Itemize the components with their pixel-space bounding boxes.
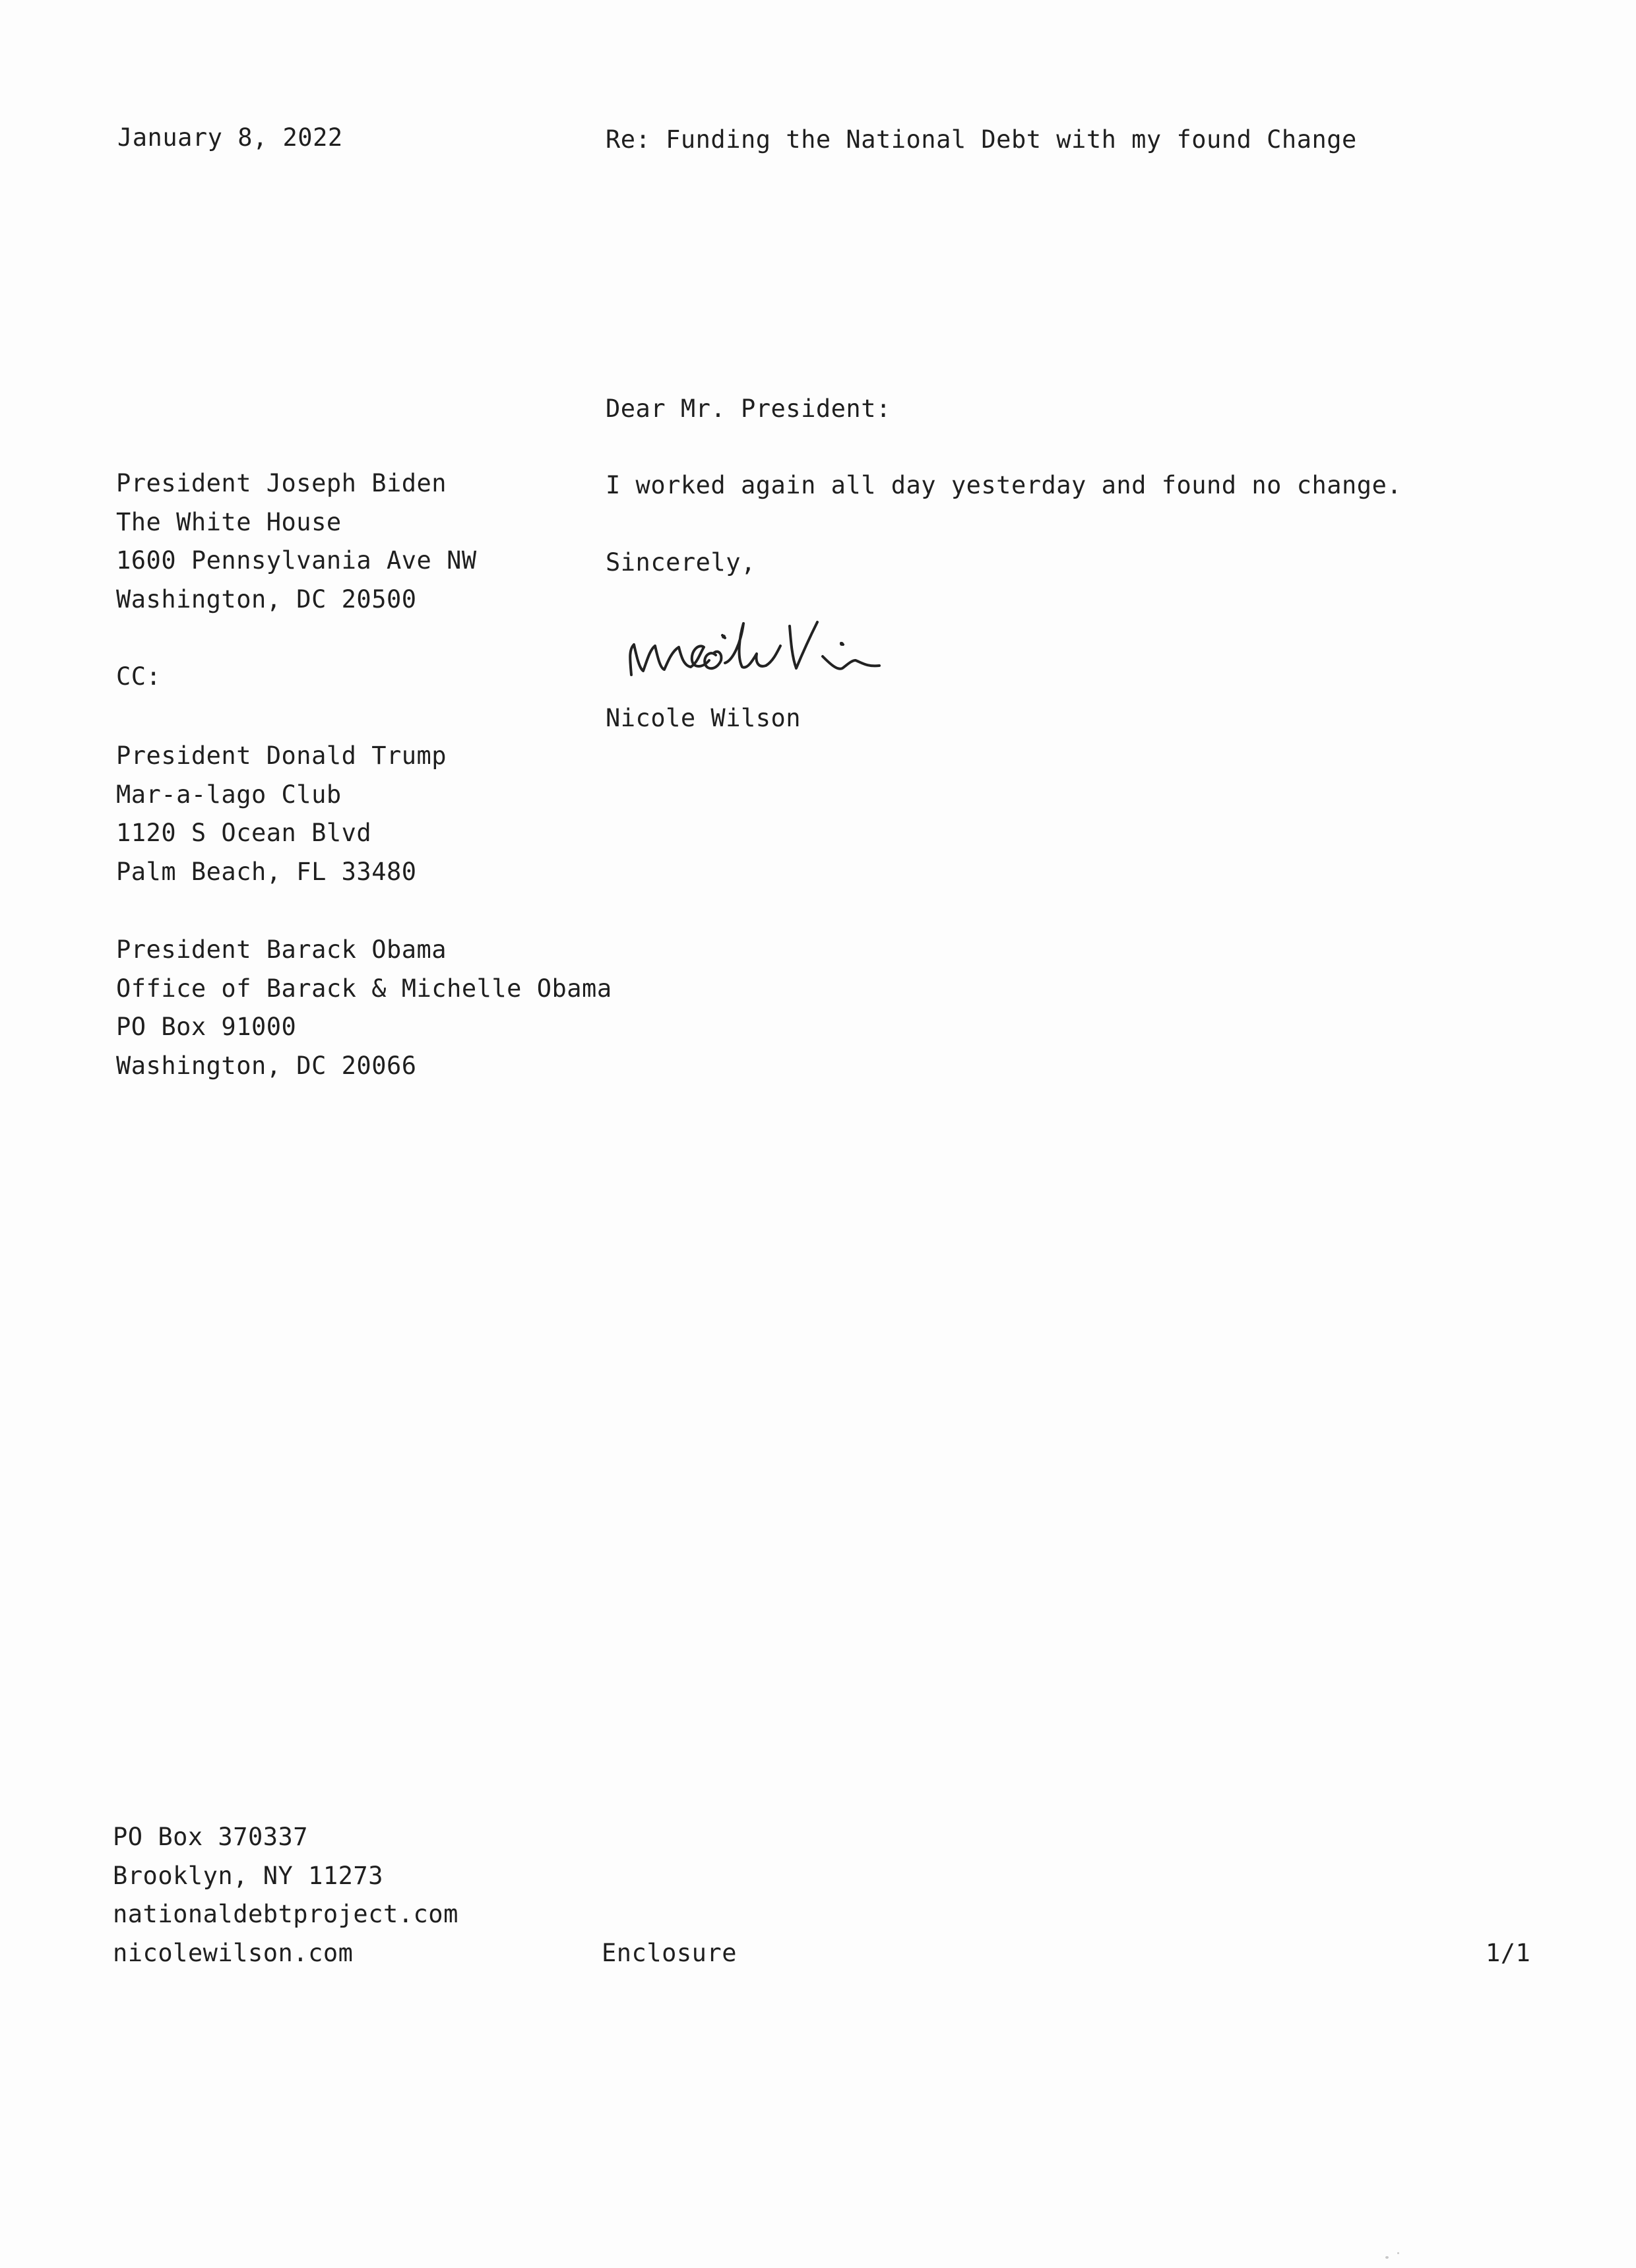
handwritten-signature [617, 597, 973, 696]
letter-subject: Re: Funding the National Debt with my found Change [606, 125, 1357, 154]
cc-address [116, 737, 447, 891]
cc-address-line: 1120 S Ocean Blvd [116, 819, 372, 847]
recipient-address-line: 1600 Pennsylvania Ave NW [116, 546, 477, 575]
cc-address-line: Mar-a-lago Club [116, 780, 342, 809]
cc-address-line: PO Box 91000 [116, 1013, 297, 1041]
cc-address-line: President Donald Trump [116, 741, 447, 770]
cc-address-line: Office of Barack & Michelle Obama [116, 974, 612, 1003]
page-number: 1/1 [1486, 1939, 1531, 1967]
sender-contact [113, 1818, 458, 1972]
recipient-address [116, 464, 477, 619]
scan-speck [1385, 2256, 1389, 2259]
recipient-address-line: President Joseph Biden [116, 469, 447, 497]
enclosure-note: Enclosure [602, 1939, 737, 1967]
sender-contact-line: nicolewilson.com [113, 1938, 354, 1967]
cc-address [116, 931, 612, 1085]
signer-name: Nicole Wilson [606, 704, 802, 732]
cc-address-line: President Barack Obama [116, 935, 447, 964]
sender-contact-line: PO Box 370337 [113, 1823, 309, 1851]
letter-date: January 8, 2022 [117, 123, 343, 152]
salutation: Dear Mr. President: [606, 394, 891, 423]
recipient-address-line: Washington, DC 20500 [116, 584, 417, 614]
sender-contact-line: nationaldebtproject.com [113, 1900, 458, 1928]
recipient-address-line: The White House [116, 507, 342, 536]
scan-speck [1397, 2252, 1399, 2254]
cc-address-line: Washington, DC 20066 [116, 1051, 417, 1080]
closing: Sincerely, [606, 548, 756, 577]
sender-contact-line: Brooklyn, NY 11273 [113, 1861, 383, 1890]
cc-label: CC: [116, 662, 162, 691]
cc-address-line: Palm Beach, FL 33480 [116, 857, 417, 886]
letter-body: I worked again all day yesterday and found no change. [606, 471, 1402, 499]
